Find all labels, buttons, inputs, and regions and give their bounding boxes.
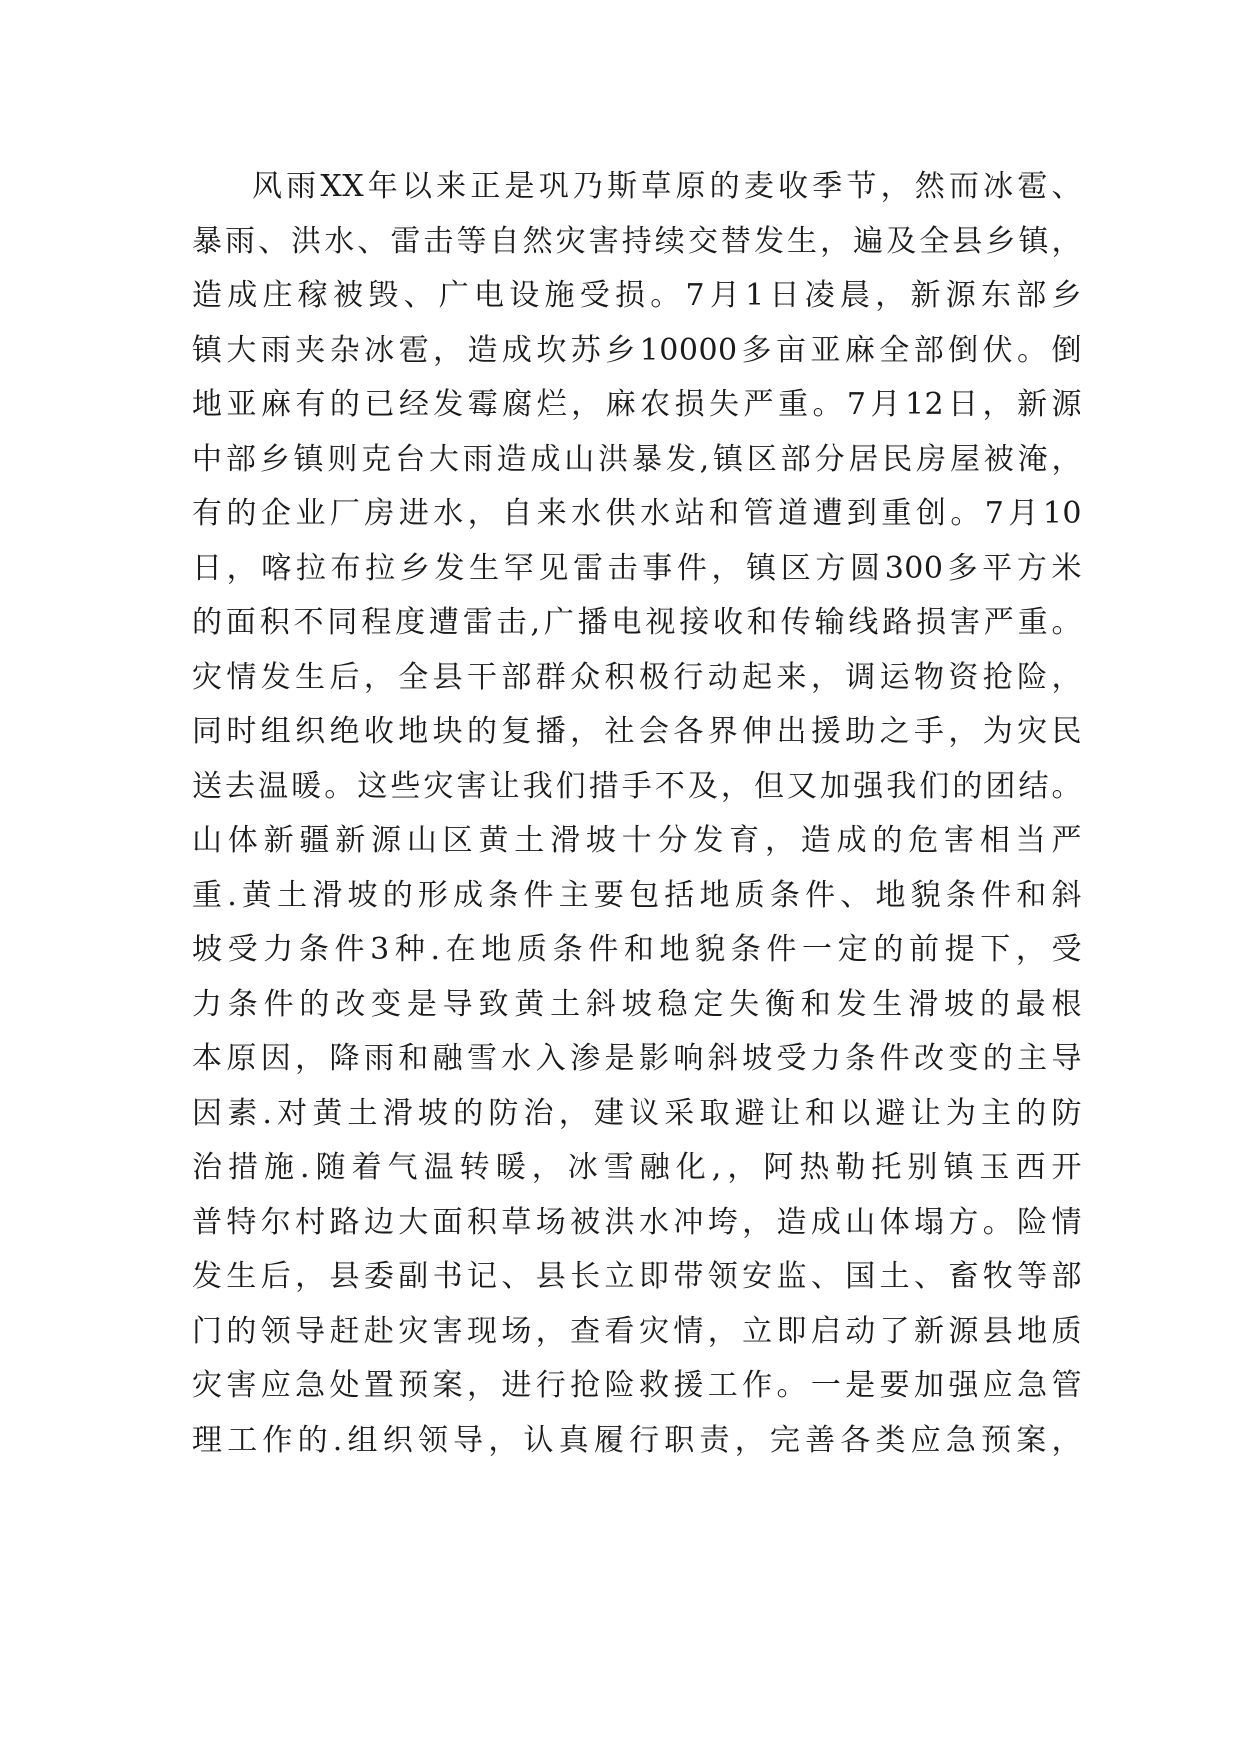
text-line: 治措施.随着气温转暖，冰雪融化,，阿热勒托别镇玉西开 — [192, 1150, 1082, 1185]
text-line: 的面积不同程度遭雷击,广播电视接收和传输线路损害严重。 — [192, 605, 1082, 640]
text-line: 因素.对黄土滑坡的防治，建议采取避让和以避让为主的防 — [192, 1095, 1082, 1131]
text-line: 中部乡镇则克台大雨造成山洪暴发,镇区部分居民房屋被淹， — [192, 441, 1082, 477]
text-line: 发生后，县委副书记、县长立即带领安监、国土、畜牧等部 — [192, 1259, 1082, 1294]
text-line: 普特尔村路边大面积草场被洪水冲垮，造成山体塌方。险情 — [192, 1204, 1082, 1240]
text-line: 理工作的.组织领导，认真履行职责，完善各类应急预案， — [192, 1422, 1082, 1458]
text-line: 山体新疆新源山区黄土滑坡十分发育，造成的危害相当严 — [192, 823, 1082, 858]
text-line: 坡受力条件3种.在地质条件和地貌条件一定的前提下，受 — [192, 932, 1082, 967]
text-line: 送去温暖。这些灾害让我们措手不及，但又加强我们的团结。 — [192, 768, 1082, 804]
body-paragraph — [192, 160, 1082, 1468]
text-line: 风雨XX年以来正是巩乃斯草原的麦收季节，然而冰雹、 — [252, 169, 1082, 204]
text-line: 同时组织绝收地块的复播，社会各界伸出援助之手，为灾民 — [192, 714, 1082, 749]
text-line: 灾情发生后，全县干部群众积极行动起来，调运物资抢险， — [192, 659, 1082, 695]
text-line: 镇大雨夹杂冰雹，造成坎苏乡10000多亩亚麻全部倒伏。倒 — [192, 332, 1082, 368]
text-line: 有的企业厂房进水，自来水供水站和管道遭到重创。7月10 — [192, 496, 1082, 531]
text-line: 日，喀拉布拉乡发生罕见雷击事件，镇区方圆300多平方米 — [192, 550, 1082, 586]
text-line: 本原因，降雨和融雪水入渗是影响斜坡受力条件改变的主导 — [192, 1041, 1082, 1076]
text-line: 造成庄稼被毁、广电设施受损。7月1日凌晨，新源东部乡 — [192, 278, 1082, 313]
text-line: 暴雨、洪水、雷击等自然灾害持续交替发生，遍及全县乡镇， — [192, 223, 1082, 259]
text-line: 重.黄土滑坡的形成条件主要包括地质条件、地貌条件和斜 — [192, 877, 1082, 913]
text-line: 门的领导赶赴灾害现场，查看灾情，立即启动了新源县地质 — [192, 1313, 1082, 1349]
text-line: 力条件的改变是导致黄土斜坡稳定失衡和发生滑坡的最根 — [192, 986, 1082, 1022]
text-line: 灾害应急处置预案，进行抢险救援工作。一是要加强应急管 — [192, 1368, 1082, 1403]
text-line: 地亚麻有的已经发霉腐烂，麻农损失严重。7月12日，新源 — [192, 387, 1082, 422]
